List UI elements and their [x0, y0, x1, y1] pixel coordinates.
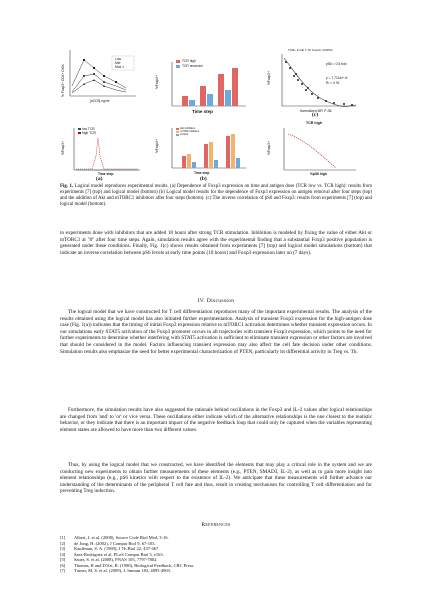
section-heading: IV. Discussion: [197, 298, 235, 304]
reference-list: [60, 535, 372, 574]
paragraph: The logical model that we have constructed for T cell differentiation reproduces many of the important experimental results. The analysis of the results obtained using the logical model has also initiated further experimentation. Analysis of transient Foxp3 expression for the high-antigen dose case (Fig. 1(a)) indicates that the timing of initial Foxp3 expression relative to mTORC1 activation determines whether transient expression occurs. In our simulations early STAT5 activation of the Foxp3 promoter occurs in all trajectories with transient Foxp3 expression, which points to the need for further experiments to determine whether interfering with STAT5 activation is sufficient to eliminate transient expression or other factors are involved that should be considered in the model. Factors influencing transient expression may also affect the cell fate decision under other conditions. Simulation results also emphasize the need for better experimental characterization of PTEN, particularly its differential activity in Treg vs. Th.: [60, 309, 372, 355]
figure-c-bottom: [267, 120, 360, 182]
x-axis-label: Time step: [192, 109, 213, 114]
legend-item: control: [180, 133, 189, 136]
references-heading: References: [201, 522, 231, 528]
panel-label-a: (a): [96, 176, 103, 182]
legend-item: TCR removed: [182, 64, 203, 68]
chart-title: TCR+ P-Akt ± Tcr Foxp3, CD25/C: [288, 48, 333, 52]
figure-a-bottom: [62, 126, 144, 180]
legend-item: low TCR: [82, 127, 95, 131]
x-axis-label: [αCD3] ng/ml: [90, 99, 110, 103]
legend-item: Max 1: [115, 65, 124, 69]
y-axis-label: %Foxp3+: [155, 138, 160, 154]
reference-item: [5] Sauer, S. et al. (2008), PNAS 105, 7797-7802.: [60, 557, 158, 562]
reference-item: [4] Saez-Rodriguez et al. PLoS Comput Biol 3, e163.: [60, 551, 164, 557]
figure-caption: [60, 184, 372, 208]
legend-item: Akt inhibition: [180, 127, 196, 130]
y-axis-label: % Foxp3+ CD4+ Cells: [61, 64, 65, 97]
x-axis-label: %pS6 high: [310, 172, 327, 176]
caption-label: Fig. 1.: [60, 184, 74, 189]
legend-item: TCR high: [182, 59, 196, 63]
reference-item: [1] Albert, I. et al. (2008), Source Code Biol Med, 3-16.: [60, 535, 169, 540]
figure-a-top: [58, 46, 140, 108]
reference-item: [2] de Jong, H. (2002), J Comput Biol 9, 67-103.: [60, 540, 156, 546]
annotation: R² = 0.91: [326, 81, 340, 85]
legend-item: mTOR inhibition: [180, 130, 200, 133]
legend-item: high TCR: [82, 131, 96, 135]
paragraph: Furthermore, the simulation results have also suggested the rationale behind oscillations in the Foxp3 and IL-2 values after logical relationships are changed from 'and' to 'or' or vice versa. These oscillations either indicate which of the alternative relationships is the one closest to the realistic behavior, or they indicate that there is an important impact of the negative feedback loop that could only be captured when the variables representing element states are allowed to have more than two different values.: [60, 407, 372, 433]
y-axis-label: %Foxp3+: [61, 140, 66, 156]
reference-item: [3] Kauffman, S. A. (1969), J Th Biol 22, 437-467.: [60, 546, 160, 551]
y-axis-label: %Foxp3+: [267, 140, 272, 156]
reference-item: [6] Thomas, R and D'Ari, R. (1990), Biological Feedback, CRC Press.: [60, 562, 195, 568]
x-axis-label: Time step: [98, 172, 114, 176]
chart-title: TCR high: [306, 121, 322, 125]
caption-text: Logical model reproduces experimental results. (a) Dependence of Foxp3 expression on time and antigen dose (TCR low vs. TCR high): results from experiments [7] (top) and logical model (bottom) (b) Logical model results for the dependence of Foxp3 expression on antigen removal after four steps (top) and the addition of Akt and mTORC1 inhibitors after four steps (bottom). (c) The inverse correlation of pS6 and Foxp3: results from experiments [7] (top) and logical model (bottom).: [60, 184, 372, 208]
panel-label-b: (b): [200, 176, 207, 182]
figure-b-bottom: [155, 126, 250, 180]
x-axis-label: Normalized MFI P-S6: [300, 109, 332, 113]
annotation: pS6 = 0.5 fold: [326, 62, 347, 66]
legend-item: Mid: [115, 61, 121, 65]
annotation: y = 7.7114x^-6: [326, 76, 348, 80]
legend-item: Low: [115, 57, 122, 61]
paragraph: Thus, by using the logical model that we constructed, we have identified the elements that may play a critical role in the system and we are conducting new experiments to obtain further measurements of these elements (e.g., PTEN, SMAD3, IL-2), as well as to gain more insight into element relationships (e.g., pS6 kinetics with respect to the existence of IL-2). We anticipate that these measurements will further advance our understanding of the determinants of the peripheral T cell fate and thus, result in creating mechanism for controlling T cell differentiation and for preventing Treg induction.: [60, 462, 372, 495]
y-axis-label: %Foxp3+: [155, 74, 160, 90]
reference-item: [7] Turner, M. S. et al. (2009), J. Immun 183, 4895-4903.: [60, 568, 172, 573]
y-axis-label: %Foxp3+: [267, 70, 272, 86]
paragraph: to experiments done with inhibitors that are added 18 hours after strong TCR stimulation. Inhibition is modeled by fixing the value of either Akt or mTORC1 at "0" after four time steps. Again, simulation results agree with the experimental finding that a substantial Foxp3 positive population is generated under these conditions. Finally, Fig. 1(c) shows results obtained from experiments [7] (top) and logical model simulations (bottom) that indicate an inverse correlation between pS6 levels at early time points (18 hours) and Foxp3 expression later on (7 days).: [60, 230, 372, 256]
x-axis-label: Time step: [194, 171, 210, 175]
figure-b-top: [155, 58, 250, 120]
panel-label-c: (c): [312, 112, 319, 118]
figure-c-top: [268, 46, 360, 118]
